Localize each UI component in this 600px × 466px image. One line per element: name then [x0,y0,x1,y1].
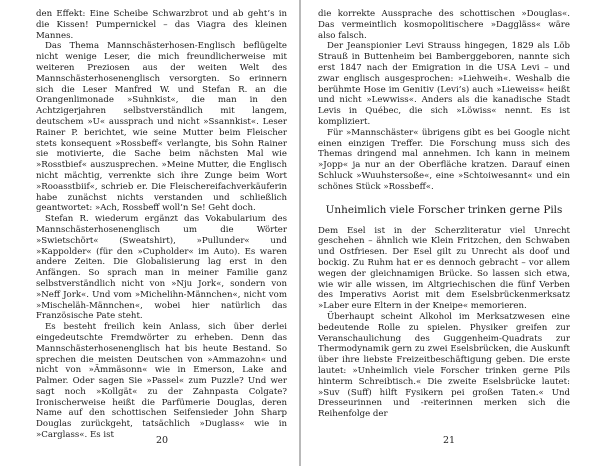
paragraph: die korrekte Aussprache des schottischen »Douglas«. Das vermeintlich kosmopolitischere »Daggläss« wäre also falsch. [318,9,570,41]
page-number-right: 21 [442,435,456,446]
right-page [301,0,600,466]
page-number-left: 20 [155,435,169,446]
paragraph: den Effekt: Eine Scheibe Schwarzbrot und ab geht’s in die Kissen! Pumpernickel – das Viagra des kleinen Mannes. [36,9,287,41]
paragraph: Überhaupt scheint Alkohol im Merksatzwesen eine bedeutende Rolle zu spielen. Physiker greifen zur Veranschaulichung des Guggenheim-Quadrats zur Thermodynamik gern zu zwei Eselsbrücken, die Auskunft über ihre liebste Freizeitbeschäftigung geben. Die erste lautet: »Unheimlich viele Forscher trinken gerne Pils hinterm Schreibtisch.« Die zweite Eselsbrücke lautet: »Suv (Suff) hilft Fysikern pei großen Taten.« Und Dresseurinnen und -reiterinnen merken sich die Reihenfolge der [318,311,570,420]
paragraph: Stefan R. wiederum ergänzt das Vokabularium des Mannschästerhosenenglisch um die Wörter »Swietschört« (Sweatshirt), »Pullunder« und »Kappolder« (für den »Cupholder« im Auto). Es waren andere Zeiten. Die Globalisierung lag erst in den Anfängen. So sprach man in meiner Familie ganz selbstverständlich nicht von »Nju Jork«, sondern von »Neff Jork«. Und vom »Michelihn-Männchen«, nicht vom »Mischeläh-Männchen«, wobei hier natürlich das Französische Pate steht. [36,214,287,322]
right-page-text [318,9,570,420]
paragraph: Dem Esel ist in der Scherzliteratur viel Unrecht geschehen – ähnlich wie Klein Fritzchen, den Schwaben und Ostfriesen. Der Esel gilt zu Unrecht als doof und bockig. Zu Ruhm hat er es dennoch gebracht – vor allem wegen der gleichnamigen Brücke. So lassen sich etwa, wie wir alle wissen, im Altgriechischen die fünf Verben des Imperativs Aorist mit dem Eselsbrückenmerksatz »Laber eure Eltern in der Kneipe« memorieren. [318,225,570,312]
section-heading: Unheimlich viele Forscher trinken gerne Pils [325,203,563,216]
paragraph: Der Jeanspionier Levi Strauss hingegen, 1829 als Löb Strauß in Buttenheim bei Bamberggeboren, nannte sich erst 1847 nach der Emigration in die USA Levi – und zwar englisch ausgesprochen: »Liehweih«. Weshalb die berühmte Hose im Genitiv (Levi’s) auch »Lieweiss« heißt und nicht »Lewwiss«. Anders als die kanadische Stadt Levis in Québec, die sich »Löwiss« nennt. Es ist kompliziert. [318,41,570,127]
paragraph: Es besteht freilich kein Anlass, sich über derlei eingedeutschte Fremdwörter zu erheben. Denn das Mannschästerhosenenglisch hat bis heute Bestand. So sprechen die meisten Deutschen von »Ammazohn« und nicht von »Ämmäsonn« wie in Emerson, Lake and Palmer. Oder sagen Sie »Passel« zum Puzzle? Und wer sagt noch »Kollgät« zu der Zahnpasta Colgate? Ironischerweise heißt die Parfümerie Douglas, deren Name auf den schottischen Seifensieder John Sharp Douglas zurückgeht, tatsächlich »Duglass« wie in »Carglass«. Es ist [36,322,287,441]
paragraph: Für »Mannschäster« übrigens gibt es bei Google nicht einen einzigen Treffer. Die Forschung muss sich des Themas dringend mal annehmen. Ich kann in meinem »Jopp« ja nur an der Oberfläche kratzen. Darauf einen Schluck »Wuuhstersoße«, eine »Schtoiwesannt« und ein schönes Stück »Rossbeff«. [318,127,570,192]
paragraph: Das Thema Mannschästerhosen-Englisch beflügelte nicht wenige Leser, die mich freundlicherweise mit weiteren Preziosen aus der weiten Welt des Mannschästerhosenenglisch versorgten. So erinnern sich die Leser Manfred W. und Stefan R. an die Orangenlimonade »Suhnkist«, die man in den Achtzigerjahren selbstverständlich mit langem, deutschem »U« aussprach und nicht »Ssannkist«. Leser Rainer P. berichtet, wie seine Mutter beim Fleischer stets konsequent »Rossbeff« verlangte, bis Sohn Rainer sie motivierte, die Sache beim nächsten Mal wie »Rosstbief« auszusprechen. »Meine Mutter, die Englisch nicht mächtig, verrenkte sich ihre Zunge beim Wort »Rooasstbiif«, schrieb er. Die Fleischereifachverkäuferin habe zunächst nichts verstanden und schließlich geantwortet: »Ach, Rossbeff woll’n Se! Geht doch. [36,41,287,214]
left-page-text [36,9,287,441]
